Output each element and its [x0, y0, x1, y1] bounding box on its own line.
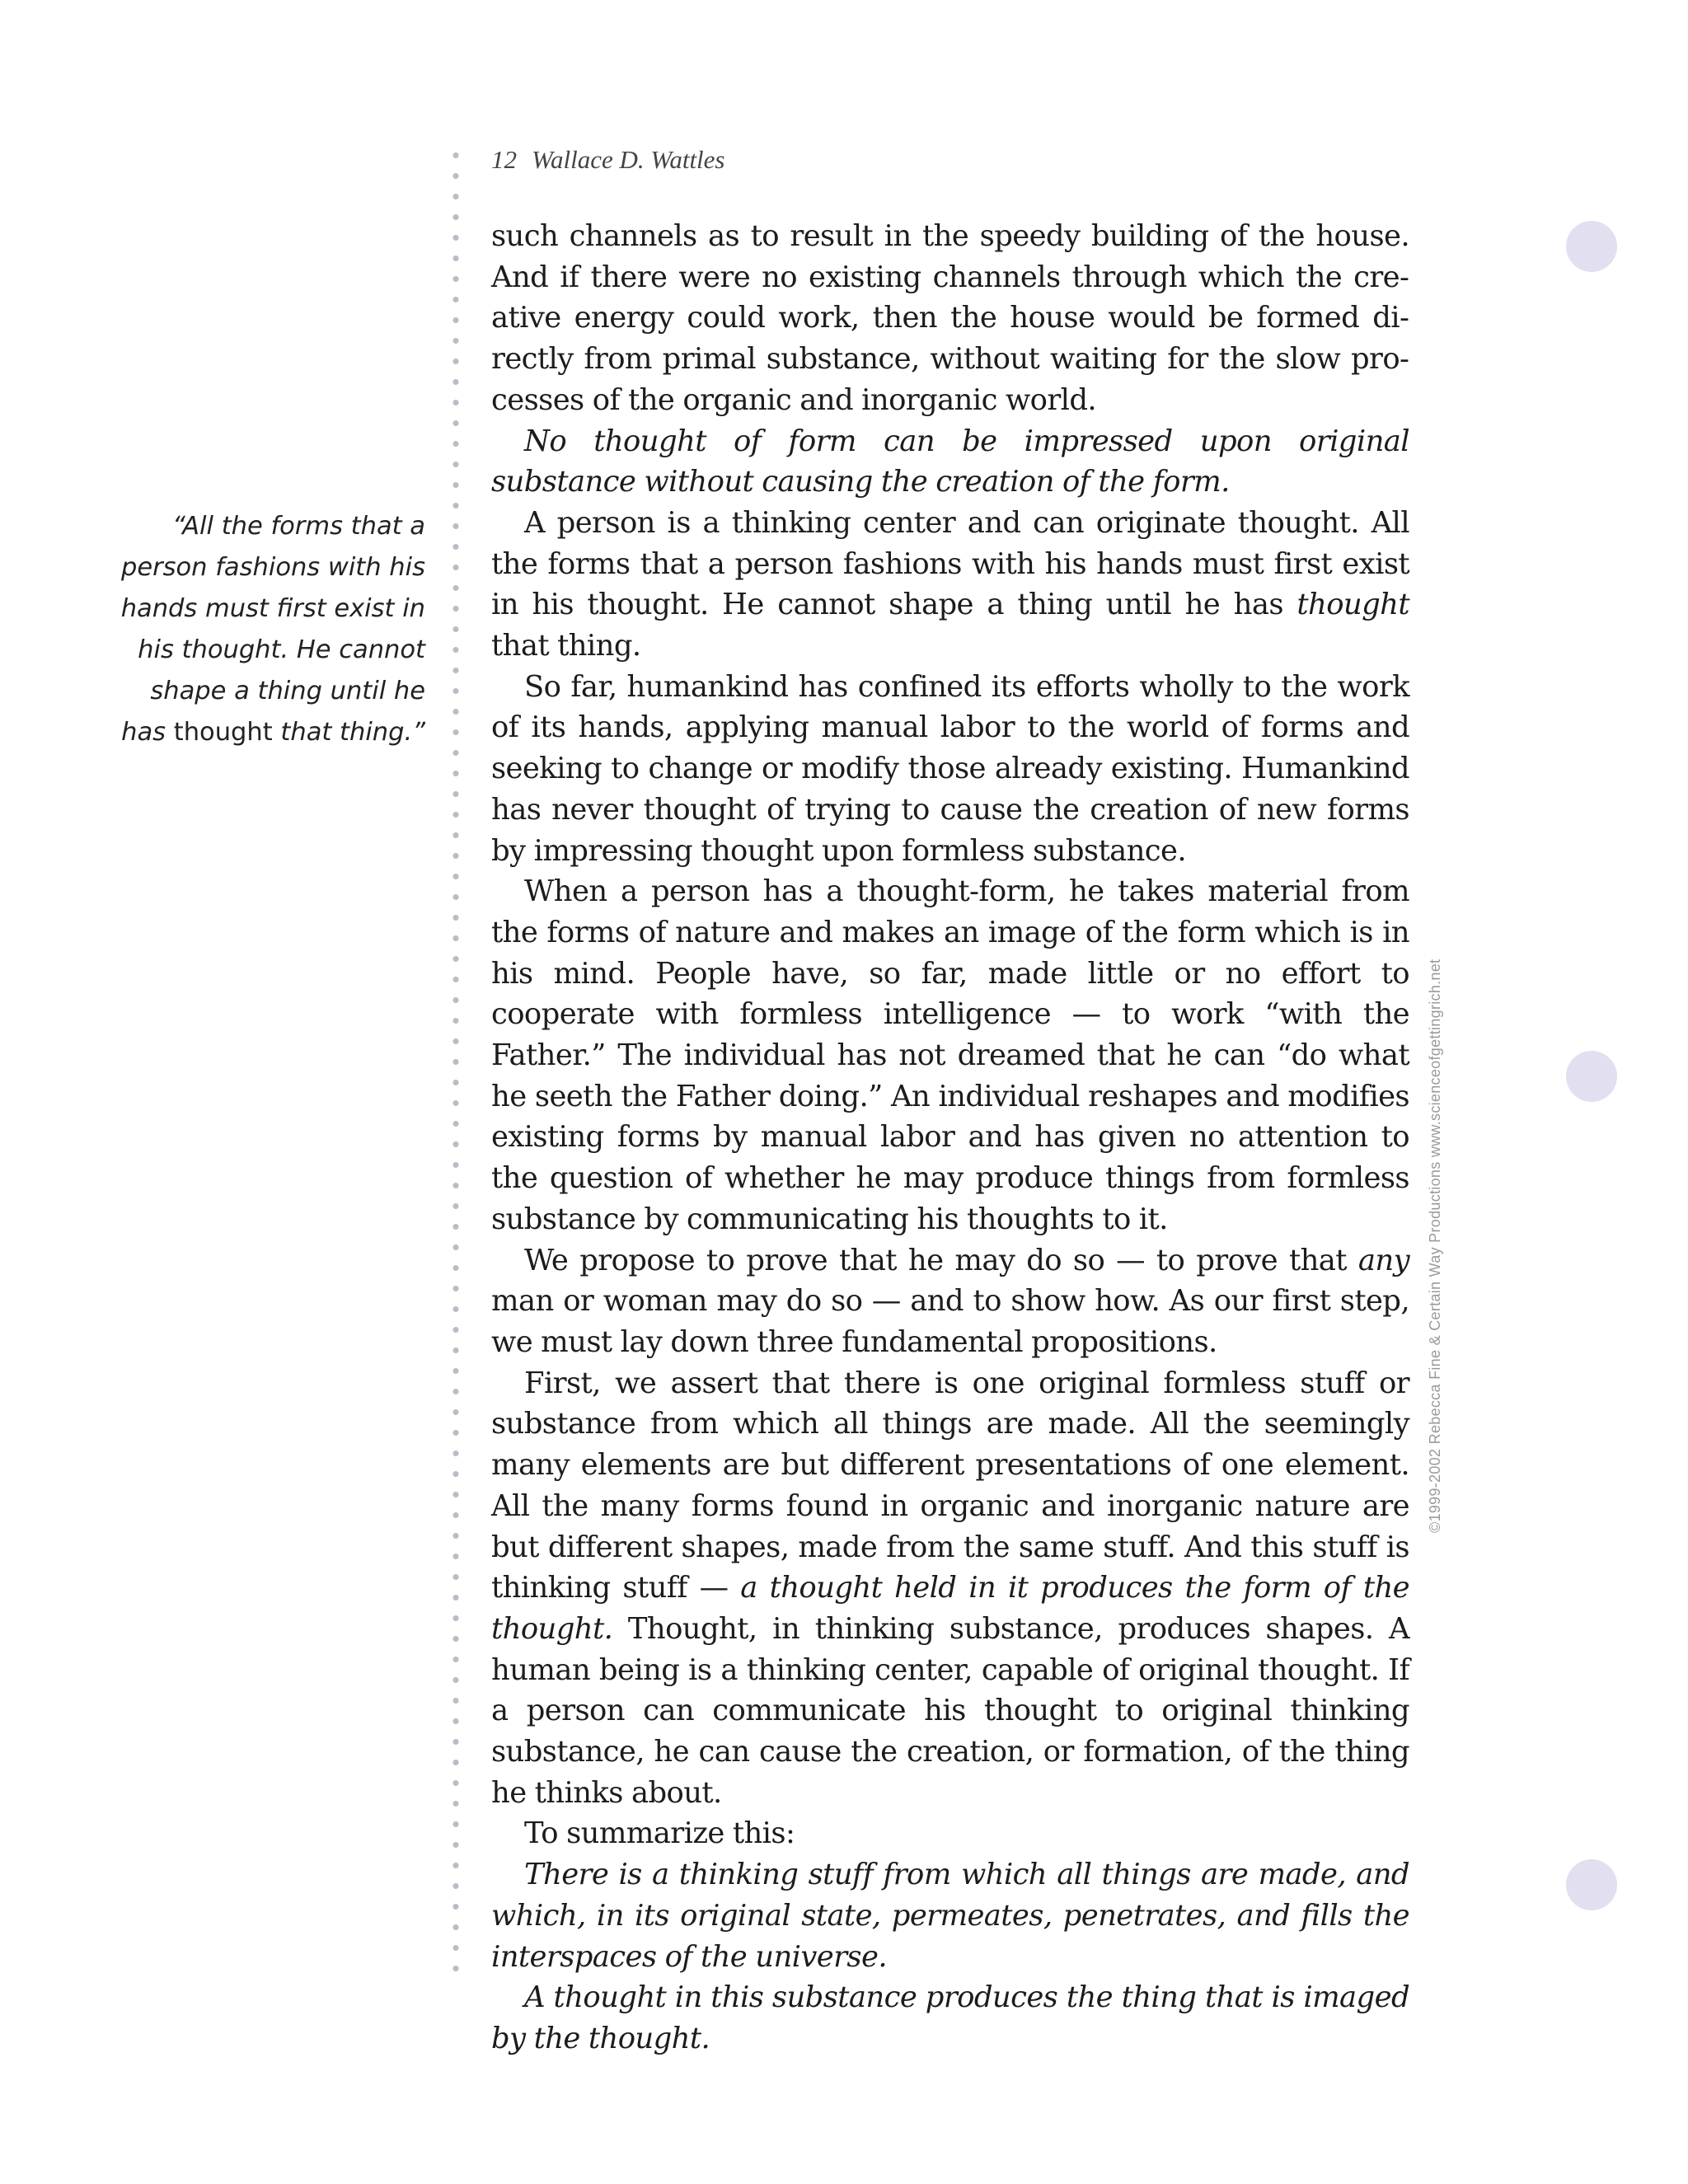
- binder-hole-bottom: [1566, 1859, 1617, 1910]
- paragraph: [491, 1363, 1409, 1814]
- italic-word: any: [1357, 1243, 1409, 1277]
- pull-quote-text: “All the forms that a person fashions with his hands must first exist in his thought. He cannot shape a thing until he has: [120, 512, 425, 747]
- paragraph-text: First, we assert that there is one original formless stuff or substance from which all things are made. All the seemingly many elements are but different presentations of one element. All the many forms found in organic and inorganic nature are but different shapes, made from the same stuff. And this stuff is thinking stuff —: [491, 1366, 1409, 1605]
- paragraph: When a person has a thought-form, he takes material from the forms of nature and makes an image of the form which is in his mind. People have, so far, made little or no effort to cooperate with formless intelligence — to work “with the Father.” The individual has not dreamed that he can “do what he seeth the Father doing.” An individual reshapes and modifies existing forms by manual labor and has given no attention to the question of whether he may produce things from formless substance by communicating his thoughts to it.: [491, 874, 1409, 1236]
- dotted-margin-rule: [451, 145, 461, 1979]
- body-text: [491, 216, 1409, 2060]
- copyright-notice: ©1999-2002 Rebecca Fine & Certain Way Productions www.scienceofgettingrich.net: [1427, 958, 1443, 1533]
- pull-quote: [99, 506, 425, 753]
- italic-phrase: a thought held in it produces the form of the thought.: [491, 1571, 1409, 1646]
- paragraph: So far, humankind has confined its efforts wholly to the work of its hands, applying manual labor to the world of forms and seeking to change or modify those already existing. Humankind has never thought of trying to cause the creation of new forms by impressing thought upon formless substance.: [491, 669, 1409, 868]
- italic-word: thought: [1296, 588, 1409, 622]
- paragraph: [491, 1240, 1409, 1363]
- paragraph: [491, 503, 1409, 667]
- running-header: [491, 145, 725, 175]
- paragraph-text: man or woman may do so — and to show how. As our first step, we must lay down three fundamental propositions.: [491, 1284, 1409, 1359]
- paragraph-italic: No thought of form can be impressed upon original substance without causing the creation of the form.: [491, 424, 1409, 499]
- paragraph: To summarize this:: [524, 1816, 795, 1851]
- paragraph-text: We propose to prove that he may do so — to prove that: [524, 1243, 1347, 1277]
- pull-quote-emphasis: thought: [173, 718, 273, 747]
- paragraph-italic: There is a thinking stuff from which all things are made, and which, in its original state, permeates, penetrates, and fills the interspaces of the universe.: [491, 1858, 1409, 1974]
- paragraph-text: A person is a thinking center and can originate thought. All the forms that a person fashions with his hands must first exist in his thought. He cannot shape a thing until he has: [491, 505, 1409, 622]
- paragraph-text: Thought, in thinking substance, produces shapes. A human being is a thinking center, capable of original thought. If a person can communicate his thought to original thinking substance, he can cause the creation, or formation, of the thing he thinks about.: [491, 1611, 1409, 1810]
- binder-hole-middle: [1566, 1051, 1617, 1102]
- paragraph-text: that thing.: [491, 629, 641, 663]
- page-number: 12: [491, 145, 517, 174]
- paragraph: such channels as to result in the speedy building of the house. And if there were no existing channels through which the creative energy could work, then the house would be formed directly from primal substance, without waiting for the slow processes of the organic and inorganic world.: [491, 219, 1409, 417]
- paragraph-italic: A thought in this substance produces the thing that is imaged by the thought.: [491, 1980, 1409, 2055]
- header-author: Wallace D. Wattles: [532, 145, 725, 174]
- pull-quote-end: that thing.”: [280, 718, 425, 747]
- binder-hole-top: [1566, 221, 1617, 272]
